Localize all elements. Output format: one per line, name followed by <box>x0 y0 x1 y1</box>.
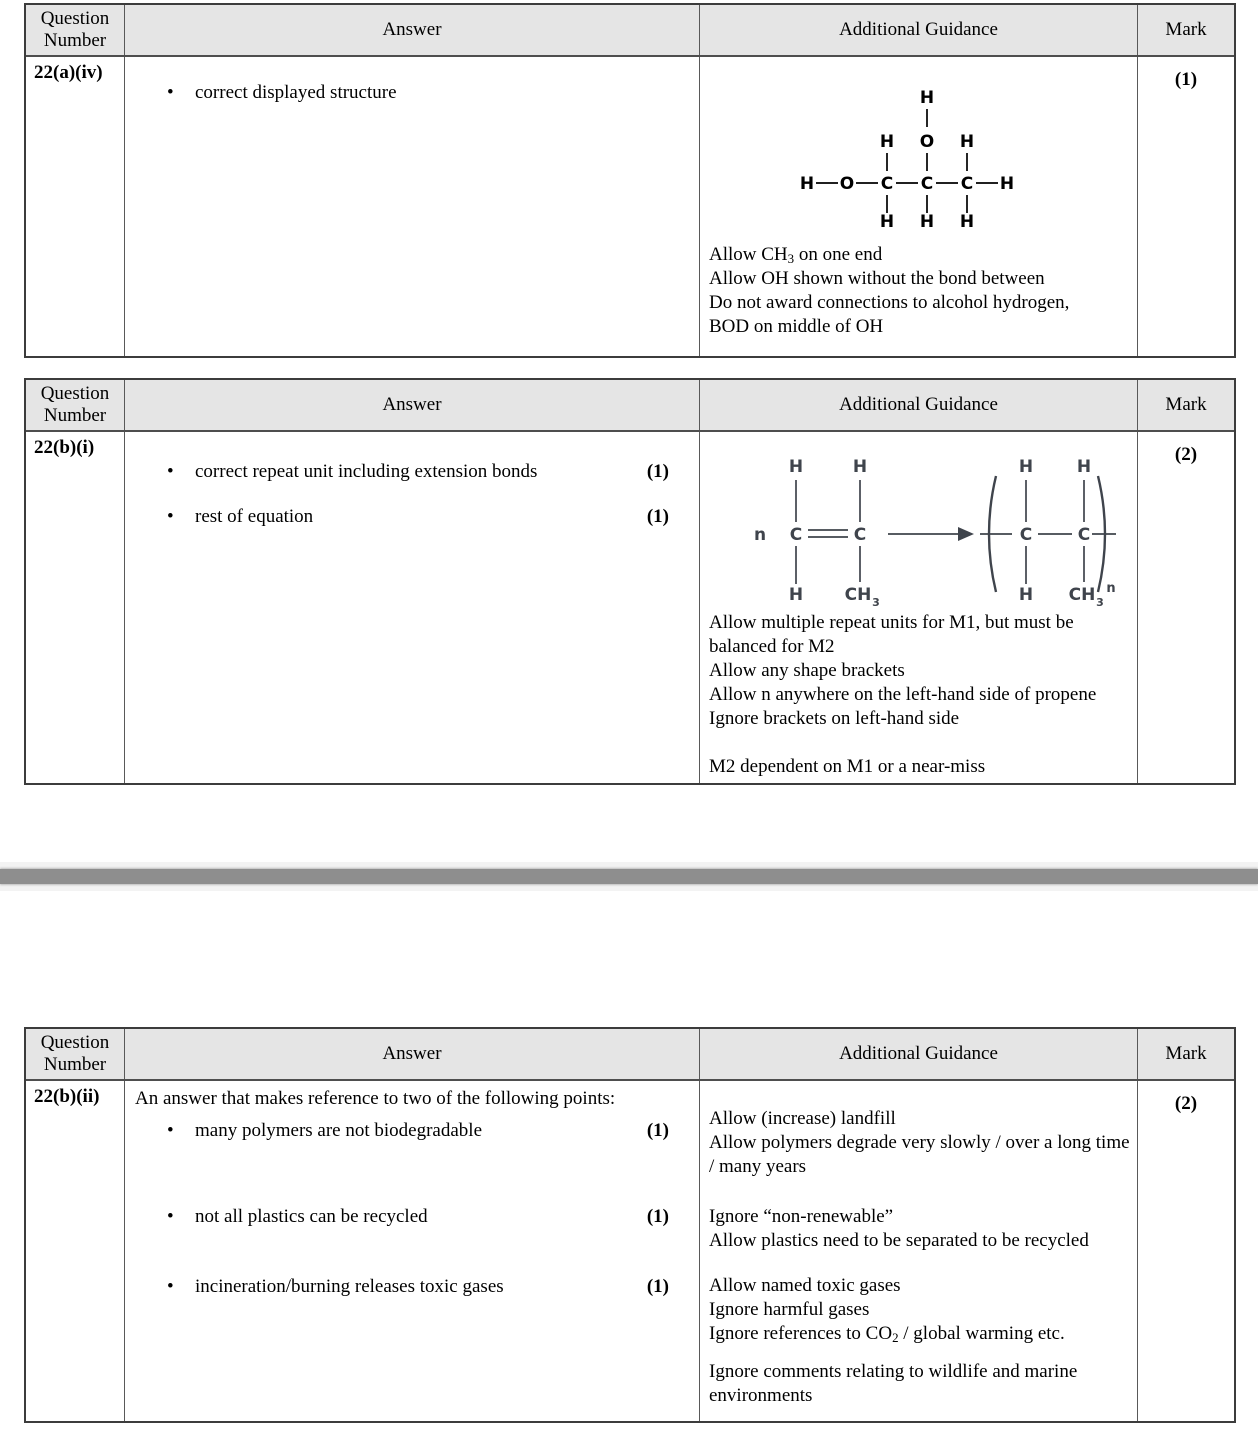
atom-label: H <box>1018 457 1034 477</box>
mark-scheme-table-22bii <box>24 1027 1236 1423</box>
guidance-line: Allow plastics need to be separated to be recycled <box>709 1230 1089 1251</box>
header-additional-guidance: Additional Guidance <box>700 1029 1138 1079</box>
atom-label: C <box>920 174 934 194</box>
guidance-line: Allow OH shown without the bond between <box>709 268 1045 289</box>
guidance-line: Allow (increase) landfill <box>709 1108 896 1129</box>
bullet-marker: • <box>167 1206 174 1227</box>
answer-cell <box>125 432 700 783</box>
atom-label: H <box>959 132 975 152</box>
guidance-group <box>700 1205 1137 1253</box>
pdf-page-gap <box>0 862 1258 891</box>
coefficient-n: n <box>753 525 767 545</box>
header-question-number: Question Number <box>26 380 125 430</box>
guidance-line: Ignore references to $CO_2$ / global warming etc. <box>709 1323 1065 1345</box>
guidance-line: Ignore “non-renewable” <box>709 1206 894 1227</box>
answer-bullet-text: correct displayed structure <box>195 82 397 103</box>
atom-label: O <box>919 132 935 152</box>
guidance-cell <box>700 57 1138 356</box>
answer-bullet-text: rest of equation <box>195 506 314 527</box>
bullet-marker: • <box>167 1120 174 1141</box>
bullet-mark-value: (1) <box>646 1120 669 1141</box>
atom-label: H <box>879 212 895 231</box>
guidance-line: Allow n anywhere on the left-hand side of propene <box>709 684 1097 705</box>
displayed-structure-diagram <box>792 71 1032 231</box>
header-question-number: Question Number <box>26 1029 125 1079</box>
guidance-group <box>700 1274 1137 1346</box>
table-body-row <box>26 57 1234 356</box>
bullet-marker: • <box>167 82 174 103</box>
bullet-mark-value: (1) <box>646 461 669 482</box>
atom-label: CH <box>1068 585 1096 605</box>
atom-label: CH <box>844 585 872 605</box>
guidance-line: M2 dependent on M1 or a near-miss <box>709 756 986 777</box>
atom-label: C <box>1077 525 1091 545</box>
guidance-cell <box>700 432 1138 783</box>
guidance-line: Ignore brackets on left-hand side <box>709 708 960 729</box>
answer-bullet <box>125 460 699 484</box>
table-header-row <box>26 5 1234 57</box>
answer-bullet <box>125 1275 699 1299</box>
answer-intro: An answer that makes reference to two of the following points: <box>135 1088 616 1109</box>
guidance-line: Allow $CH_3$ on one end <box>709 244 883 266</box>
guidance-line: Ignore harmful gases <box>709 1299 870 1320</box>
atom-label: H <box>788 457 804 477</box>
answer-bullet-text: correct repeat unit including extension bonds <box>195 461 538 482</box>
guidance-line: Allow any shape brackets <box>709 660 905 681</box>
question-number: 22(b)(ii) <box>26 1081 125 1421</box>
bullet-mark-value: (1) <box>646 506 669 527</box>
answer-bullet <box>125 1205 699 1229</box>
atom-label: H <box>999 174 1015 194</box>
guidance-text <box>700 243 1137 339</box>
table-header-row <box>26 380 1234 432</box>
atom-label: H <box>799 174 815 194</box>
header-mark: Mark <box>1165 19 1207 41</box>
header-mark: Mark <box>1165 1043 1207 1065</box>
header-answer: Answer <box>125 5 700 55</box>
atom-label: H <box>959 212 975 231</box>
mark-scheme-table-22aiv <box>24 3 1236 358</box>
atom-label: O <box>839 174 855 194</box>
bullet-marker: • <box>167 506 174 527</box>
atom-label: H <box>852 457 868 477</box>
atom-label: H <box>1018 585 1034 605</box>
mark-scheme-table-22bi <box>24 378 1236 785</box>
guidance-cell <box>700 1081 1138 1421</box>
guidance-line: Ignore comments relating to wildlife and marine environments <box>709 1361 1078 1406</box>
bullet-mark-value: (1) <box>646 1276 669 1297</box>
guidance-line: Allow multiple repeat units for M1, but must be balanced for M2 <box>709 612 1074 657</box>
question-number: 22(b)(i) <box>26 432 125 783</box>
question-number: 22(a)(iv) <box>26 57 125 356</box>
subscript-3: 3 <box>872 596 880 606</box>
atom-label: H <box>919 88 935 108</box>
answer-bullet <box>125 1119 699 1143</box>
atom-label: C <box>853 525 867 545</box>
atom-label: H <box>1076 457 1092 477</box>
subscript-n: n <box>1106 581 1116 596</box>
guidance-line: Do not award connections to alcohol hydrogen, <box>709 292 1070 313</box>
reaction-arrow-head <box>958 527 974 541</box>
answer-bullet <box>125 81 699 105</box>
guidance-line: Allow polymers degrade very slowly / over a long time / many years <box>709 1132 1130 1177</box>
page-separator-bar <box>0 869 1258 884</box>
answer-bullet-text: not all plastics can be recycled <box>195 1206 428 1227</box>
atom-label: C <box>960 174 974 194</box>
guidance-group <box>700 1360 1137 1408</box>
blank-line <box>709 731 1133 755</box>
subscript-3: 3 <box>1096 596 1104 606</box>
mark-value: (1) <box>1174 69 1198 90</box>
atom-label: H <box>919 212 935 231</box>
table-body-row <box>26 1081 1234 1421</box>
mark-value: (2) <box>1174 444 1198 465</box>
guidance-text <box>700 611 1137 779</box>
header-answer: Answer <box>125 1029 700 1079</box>
table-header-row <box>26 1029 1234 1081</box>
answer-cell <box>125 57 700 356</box>
atom-label: C <box>1019 525 1033 545</box>
guidance-line: Allow named toxic gases <box>709 1275 901 1296</box>
header-question-number: Question Number <box>26 5 125 55</box>
header-answer: Answer <box>125 380 700 430</box>
header-additional-guidance: Additional Guidance <box>700 380 1138 430</box>
table-body-row <box>26 432 1234 783</box>
header-additional-guidance: Additional Guidance <box>700 5 1138 55</box>
answer-bullet <box>125 505 699 529</box>
header-mark: Mark <box>1165 394 1207 416</box>
guidance-group <box>700 1107 1137 1179</box>
polymerisation-equation-diagram <box>746 442 1118 606</box>
bullet-marker: • <box>167 1276 174 1297</box>
bullet-marker: • <box>167 461 174 482</box>
atom-label: C <box>789 525 803 545</box>
answer-bullet-text: many polymers are not biodegradable <box>195 1120 483 1141</box>
answer-cell <box>125 1081 700 1421</box>
atom-label: H <box>879 132 895 152</box>
answer-bullet-text: incineration/burning releases toxic gases <box>195 1276 504 1297</box>
atom-label: H <box>788 585 804 605</box>
guidance-line: BOD on middle of OH <box>709 316 884 337</box>
bullet-mark-value: (1) <box>646 1206 669 1227</box>
mark-value: (2) <box>1174 1093 1198 1114</box>
atom-label: C <box>880 174 894 194</box>
